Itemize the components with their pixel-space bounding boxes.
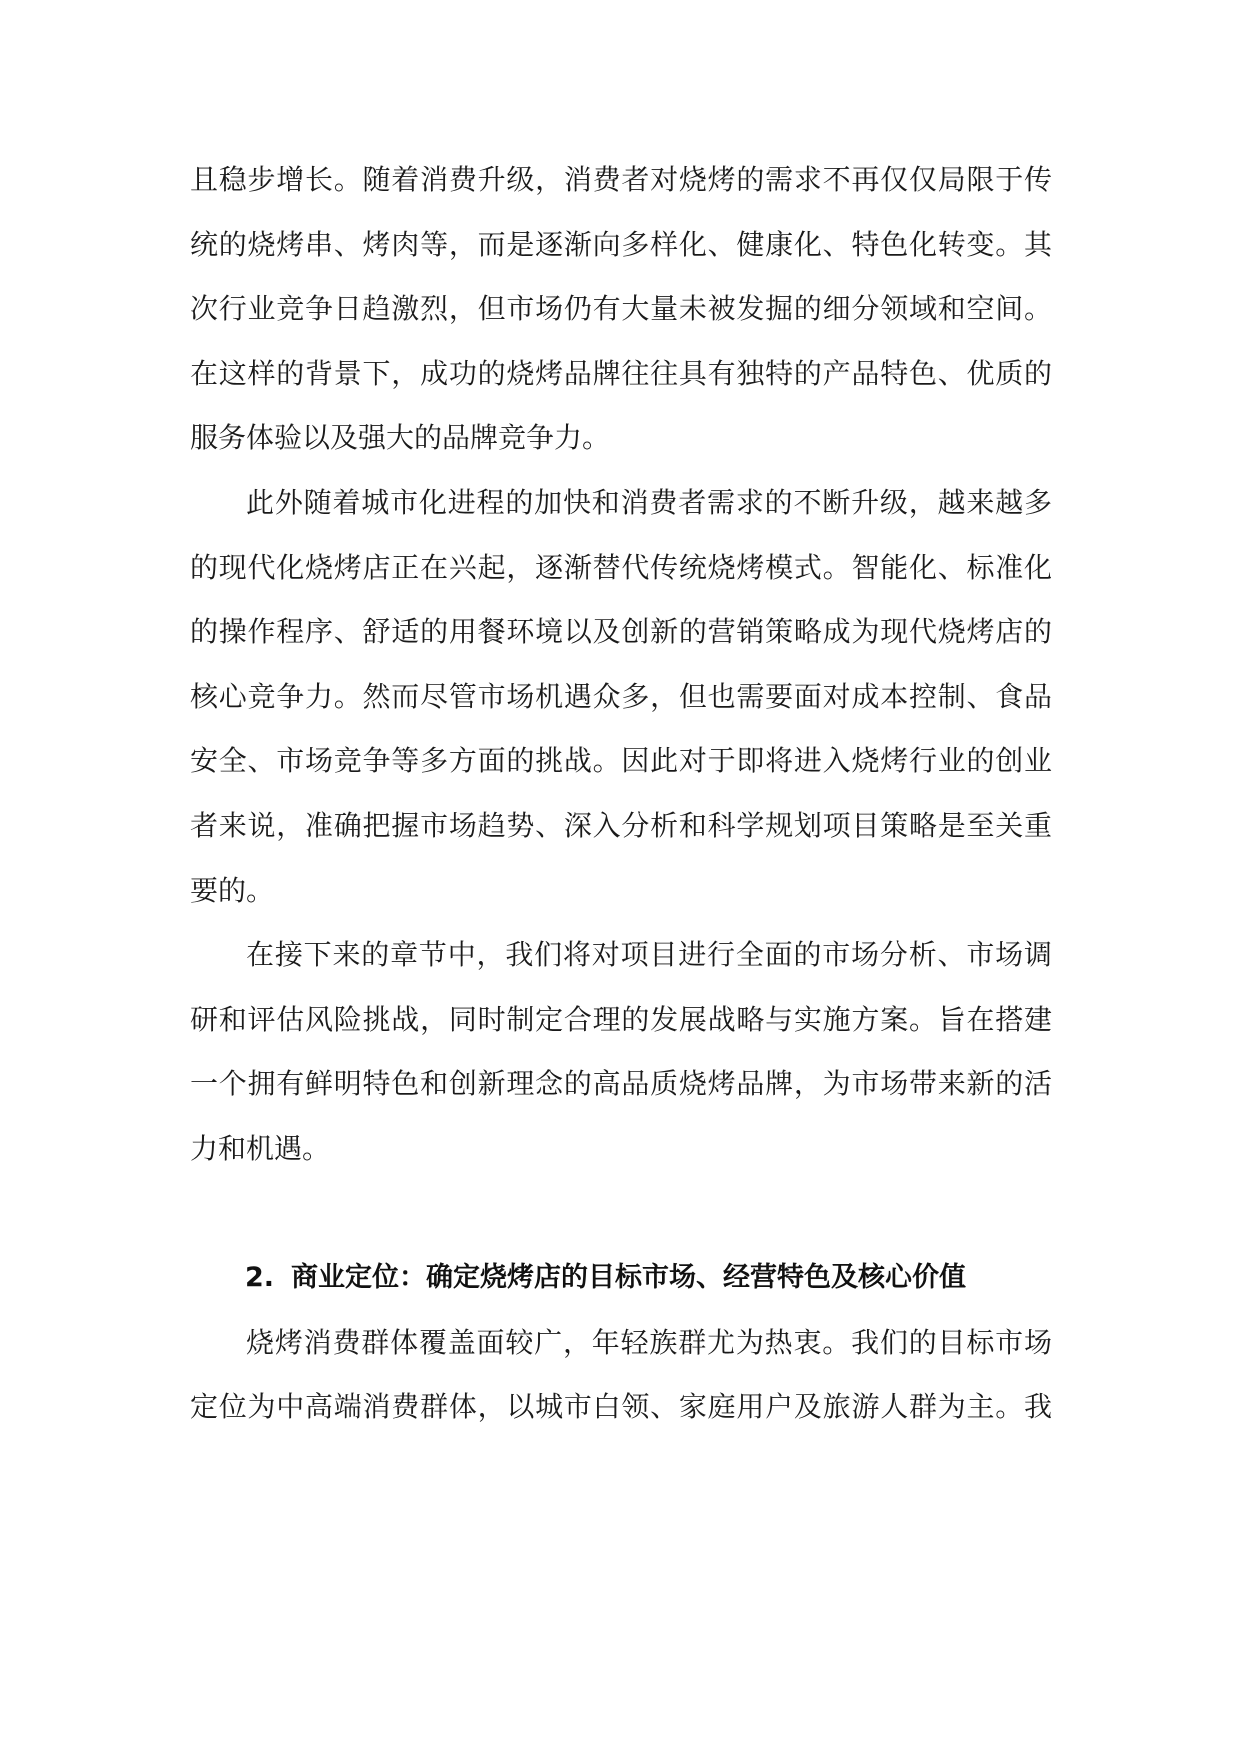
section-spacer [190,1182,1052,1247]
text-line: 要的。 [190,873,275,907]
text-line: 的现代化烧烤店正在兴起，逐渐替代传统烧烤模式。智能化、标准化 [190,550,1052,584]
section-number: 2. [245,1262,275,1294]
text-line: 定位为中高端消费群体，以城市白领、家庭用户及旅游人群为主。我 [190,1390,1052,1424]
text-line: 在接下来的章节中，我们将对项目进行全面的市场分析、市场调 [246,938,1052,972]
text-line: 服务体验以及强大的品牌竞争力。 [190,421,611,455]
text-line: 在这样的背景下，成功的烧烤品牌往往具有独特的产品特色、优质的 [190,356,1052,390]
text-line: 力和机遇。 [190,1131,331,1165]
section-title: 商业定位：确定烧烤店的目标市场、经营特色及核心价值 [291,1262,966,1294]
text-line: 次行业竞争日趋激烈，但市场仍有大量未被发掘的细分领域和空间。 [190,292,1052,326]
text-line: 统的烧烤串、烤肉等，而是逐渐向多样化、健康化、特色化转变。其 [190,227,1052,261]
text-line: 安全、市场竞争等多方面的挑战。因此对于即将进入烧烤行业的创业 [190,744,1052,778]
paragraph-2 [190,471,1052,923]
text-line: 的操作程序、舒适的用餐环境以及创新的营销策略成为现代烧烤店的 [190,615,1052,649]
section-heading [190,1246,1052,1311]
paragraph-3 [190,923,1052,1181]
text-line: 研和评估风险挑战，同时制定合理的发展战略与实施方案。旨在搭建 [190,1002,1052,1036]
paragraph-1 [190,148,1052,471]
text-line: 烧烤消费群体覆盖面较广，年轻族群尤为热衷。我们的目标市场 [246,1325,1052,1359]
body-text [190,148,1052,1440]
paragraph-4 [190,1311,1052,1440]
text-line: 者来说，准确把握市场趋势、深入分析和科学规划项目策略是至关重 [190,808,1052,842]
text-line: 此外随着城市化进程的加快和消费者需求的不断升级，越来越多 [246,485,1052,519]
text-line: 核心竞争力。然而尽管市场机遇众多，但也需要面对成本控制、食品 [190,679,1052,713]
text-line: 且稳步增长。随着消费升级，消费者对烧烤的需求不再仅仅局限于传 [190,163,1052,196]
text-line: 一个拥有鲜明特色和创新理念的高品质烧烤品牌，为市场带来新的活 [190,1067,1052,1101]
